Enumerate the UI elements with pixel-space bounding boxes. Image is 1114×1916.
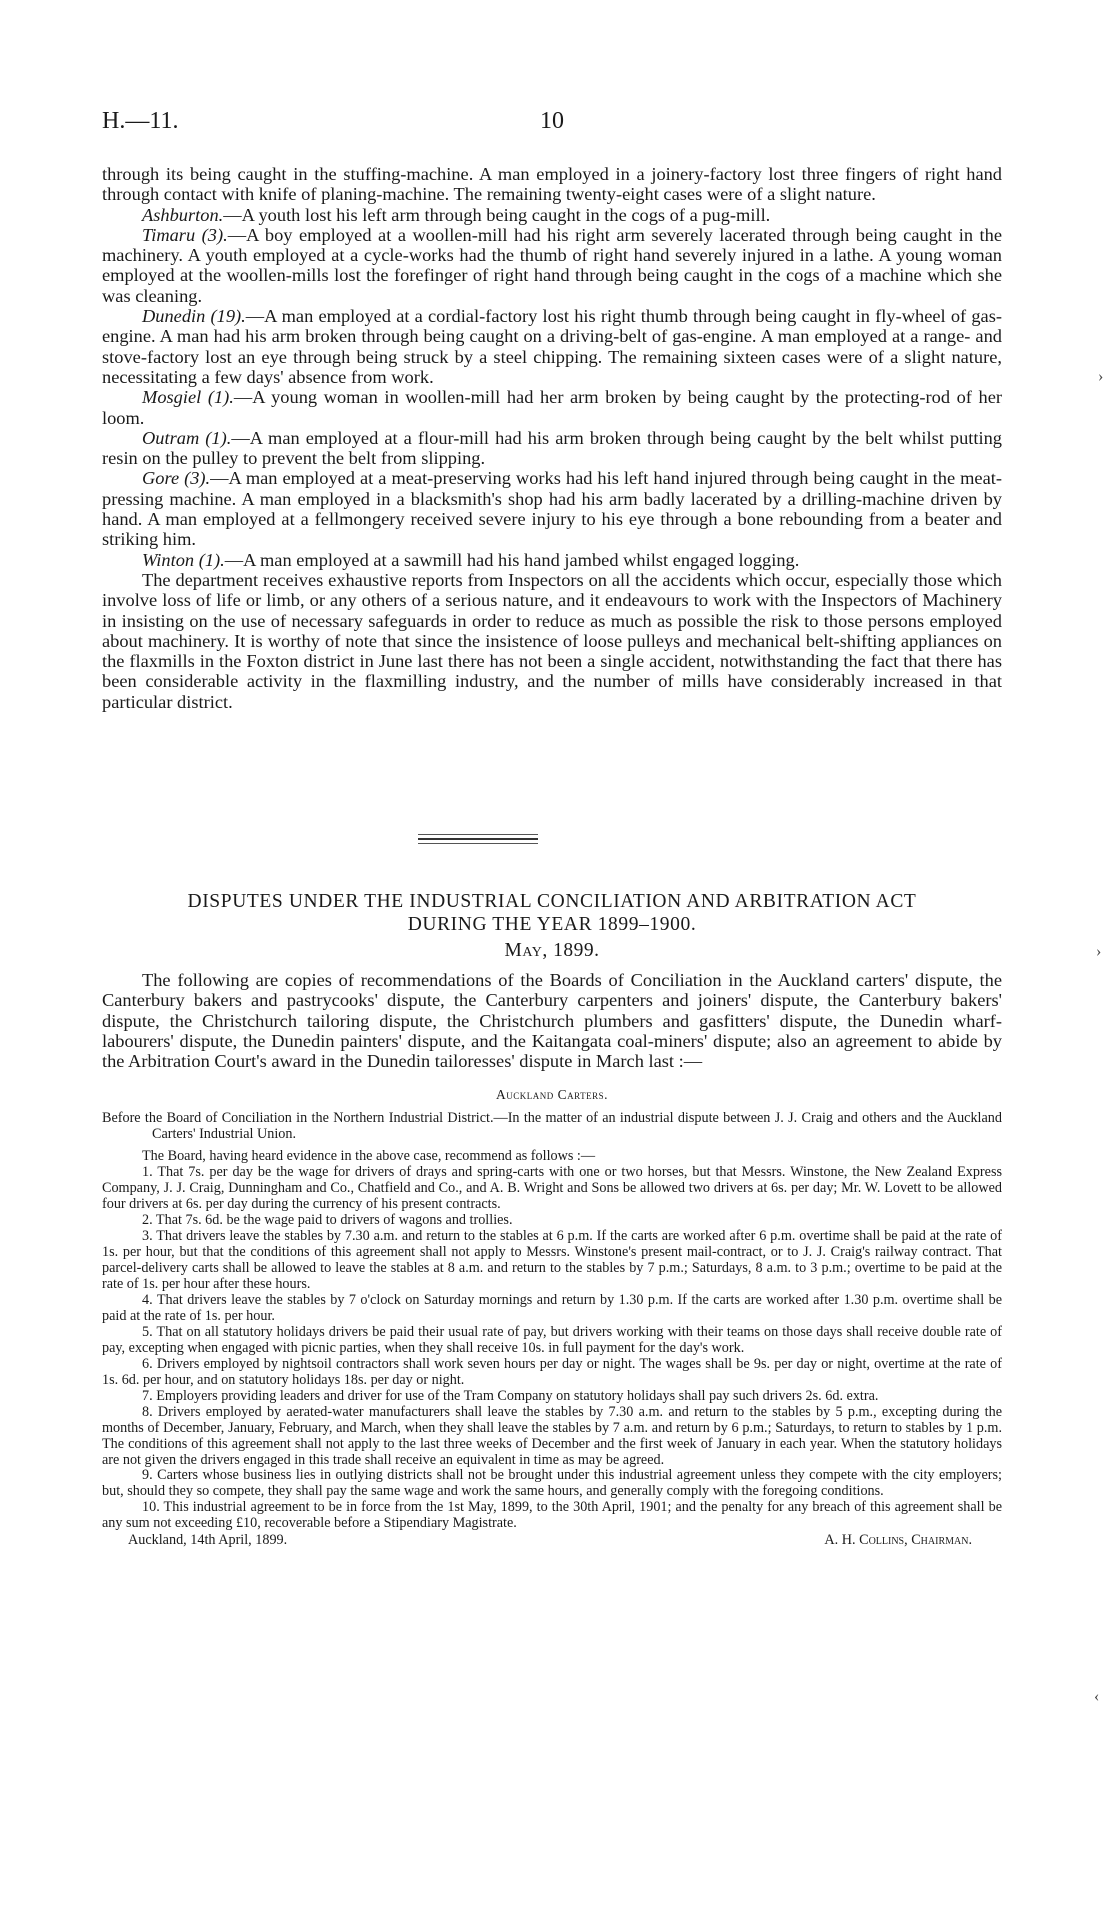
entry-text: —A youth lost his left arm through being caught in the cogs of a pug-mill. (223, 204, 771, 225)
place-name: Gore (3). (142, 468, 211, 489)
entry-text: —A man employed at a sawmill had his hand jambed whilst engaged logging. (224, 549, 800, 570)
accident-entry-outram (102, 428, 1002, 469)
running-header (102, 108, 1002, 142)
recommendation-item: 6. Drivers employed by nightsoil contractors shall work seven hours per day or night. The wages shall be 9s. per day or night, overtime at the rate of 1s. 6d. per hour, and on statutory holidays 18s. per day or night. (102, 1355, 1002, 1388)
place-date: Auckland, 14th April, 1899. (128, 1532, 288, 1549)
entry-text: —A boy employed at a woollen-mill had his right arm severely lacerated through being caught in the machinery. A youth employed at a cycle-works had the thumb of right hand severely injured in a lathe. A young woman employed at the woollen-mills lost the forefinger of right hand through being caught in the cogs of a machine which she was cleaning. (102, 224, 1002, 306)
closing-paragraph: The department receives exhaustive reports from Inspectors on all the accidents which occur, especially those which involve loss of life or limb, or any others of a serious nature, and it endeavours to work with the Inspectors of Machinery in insisting on the use of necessary safeguards in order to reduce as much as possible the risk to those persons employed about machinery. It is worthy of note that since the insistence of loose pulleys and mechanical belt-shifting appliances on the flaxmills in the Foxton district in June last there has not been a single accident, notwithstanding the fact that there has been considerable activity in the flaxmilling industry, and the number of mills have considerably increased in that particular district. (102, 569, 1002, 712)
board-lead: The Board, having heard evidence in the above case, recommend as follows :— (142, 1148, 596, 1165)
margin-mark: › (1098, 368, 1104, 385)
board-note: Before the Board of Conciliation in the Northern Industrial District.—In the matter of an industrial dispute between J. J. Craig and others and the Auckland Carters' Industrial Union. (102, 1110, 1002, 1143)
recommendation-item: 4. That drivers leave the stables by 7 o'clock on Saturday mornings and return by 1.30 p.m. If the carts are worked after 1.30 p.m. overtime shall be paid at the rate of 1s. per hour. (102, 1291, 1002, 1324)
recommendation-item: 9. Carters whose business lies in outlying districts shall not be brought under this industrial agreement unless they compete with the city employers; but, should they so compete, they shall pay the same wage and work the same hours, and generally comply with the foregoing conditions. (102, 1467, 1002, 1500)
place-name: Timaru (3). (142, 224, 228, 245)
section-month: May, 1899. (504, 940, 600, 961)
entry-text: —A young woman in woollen-mill had her arm broken by being caught by the protecting-rod of her loom. (102, 387, 1002, 428)
accident-entry-winton (102, 550, 1002, 570)
entry-text: —A man employed at a flour-mill had his arm broken through being caught by the belt whilst putting resin on the pulley to prevent the belt from slipping. (102, 427, 1003, 469)
accident-entry-timaru (102, 225, 1002, 306)
recommendation-item: 2. That 7s. 6d. be the wage paid to drivers of wagons and trollies. (142, 1212, 513, 1229)
section-title-line-1: DISPUTES UNDER THE INDUSTRIAL CONCILIATION AND ARBITRATION ACT (187, 891, 917, 912)
place-name: Dunedin (19). (142, 306, 246, 327)
auckland-carters-recommendation (102, 1111, 1002, 1548)
intro-paragraph: The following are copies of recommendations of the Boards of Conciliation in the Auckland carters' dispute, the Canterbury bakers and pastrycooks' dispute, the Canterbury carpenters and joiners' dispute, the Canterbury bakers' dispute, the Christchurch tailoring dispute, the Christchurch plumbers and gasfitters' dispute, the Dunedin wharf-labourers' dispute, the Dunedin painters' dispute, and the Kaitangata coal-miners' dispute; also an agreement to abide by the Arbitration Court's award in the Dunedin tailoresses' dispute in March last :— (102, 970, 1002, 1072)
recommendation-item: 8. Drivers employed by aerated-water manufacturers shall leave the stables by 7.30 a.m. and return to the stables by 5 p.m., excepting during the months of December, January, February, and March, when they shall leave the stables by 7 a.m. and return by 6 p.m.; Saturdays, to return to stables by 1 p.m. The conditions of this agreement shall not apply to the last three weeks of December and the first week of January in each year. When the statutory holidays are not given the drivers engaged in this trade shall receive an equivalent in time as may be agreed. (102, 1403, 1002, 1468)
section-title-line-2: DURING THE YEAR 1899–1900. (407, 914, 697, 935)
accident-entry-mosgiel (102, 387, 1002, 428)
signatory: A. H. Collins, Chairman. (824, 1532, 972, 1549)
section-divider (418, 834, 538, 847)
recommendation-item: 1. That 7s. per day be the wage for drivers of drays and spring-carts with one or two horses, but that Messrs. Winstone, the New Zealand Express Company, J. J. Craig, Dunningham and Co., Chatfield and Co., and A. B. Wright and Sons be allowed two drivers at 6s. per day; Mr. W. Lovett to be allowed four drivers at 6s. per day during the currency of his present contracts. (102, 1164, 1002, 1213)
entry-text: —A man employed at a meat-preserving works had his left hand injured through being caught in the meat-pressing machine. A man employed in a blacksmith's shop had his arm badly lacerated by a drilling-machine driven by hand. A man employed at a fellmongery received severe injury to his eye through a bone rebounding from a beater and striking him. (102, 468, 1002, 550)
recommendation-item: 3. That drivers leave the stables by 7.30 a.m. and return to the stables at 6 p.m. If the carts are worked after 6 p.m. overtime shall be paid at the rate of 1s. per hour, but that the conditions of this agreement shall not apply to Messrs. Winstone's present mail-contract, or to J. J. Craig's railway contract. That parcel-delivery carts shall be allowed to leave the stables at 8 a.m. and return to the stables by 7 p.m.; Saturdays, 8 a.m. to 3 p.m.; overtime to be paid at the rate of 1s. per hour after these hours. (102, 1228, 1002, 1293)
place-name: Ashburton. (142, 204, 224, 225)
disputes-section (102, 890, 1002, 1548)
margin-mark: › (1096, 943, 1102, 960)
place-name: Mosgiel (1). (142, 387, 234, 408)
page-number: 10 (540, 108, 564, 134)
signature-line (102, 1532, 1002, 1548)
recommendation-item: 7. Employers providing leaders and driver for use of the Tram Company on statutory holidays shall pay such drivers 2s. 6d. extra. (142, 1387, 879, 1404)
continuation-paragraph: through its being caught in the stuffing-machine. A man employed in a joinery-factory lost three fingers of right hand through contact with knife of planing-machine. The remaining twenty-eight cases were of a slight nature. (102, 164, 1002, 205)
accident-entry-ashburton (102, 205, 1002, 225)
recommendation-item: 10. This industrial agreement to be in force from the 1st May, 1899, to the 30th April, 1901; and the penalty for any breach of this agreement shall be any sum not exceeding £10, recoverable before a Stipendiary Magistrate. (102, 1499, 1002, 1532)
auckland-carters-heading: Auckland Carters. (496, 1087, 608, 1103)
accident-entry-gore (102, 468, 1002, 549)
entry-text: —A man employed at a cordial-factory lost his right thumb through being caught in fly-wheel of gas-engine. A man had his arm broken through being caught on a driving-belt of gas-engine. A man employed at a range- and stove-factory lost an eye through being struck by a steel chipping. The remaining sixteen cases were of a slight nature, necessitating a few days' absence from work. (102, 306, 1002, 387)
accidents-section (102, 164, 1002, 712)
margin-mark: ‹ (1094, 1688, 1100, 1705)
place-name: Winton (1). (142, 549, 225, 570)
report-reference: H.—11. (102, 108, 179, 134)
accident-entry-dunedin (102, 306, 1002, 387)
recommendation-item: 5. That on all statutory holidays drivers be paid their usual rate of pay, but drivers working with their teams on those days shall receive double rate of pay, excepting when engaged with picnic parties, when they shall receive 10s. in full payment for the day's work. (102, 1323, 1002, 1356)
place-name: Outram (1). (142, 427, 232, 448)
